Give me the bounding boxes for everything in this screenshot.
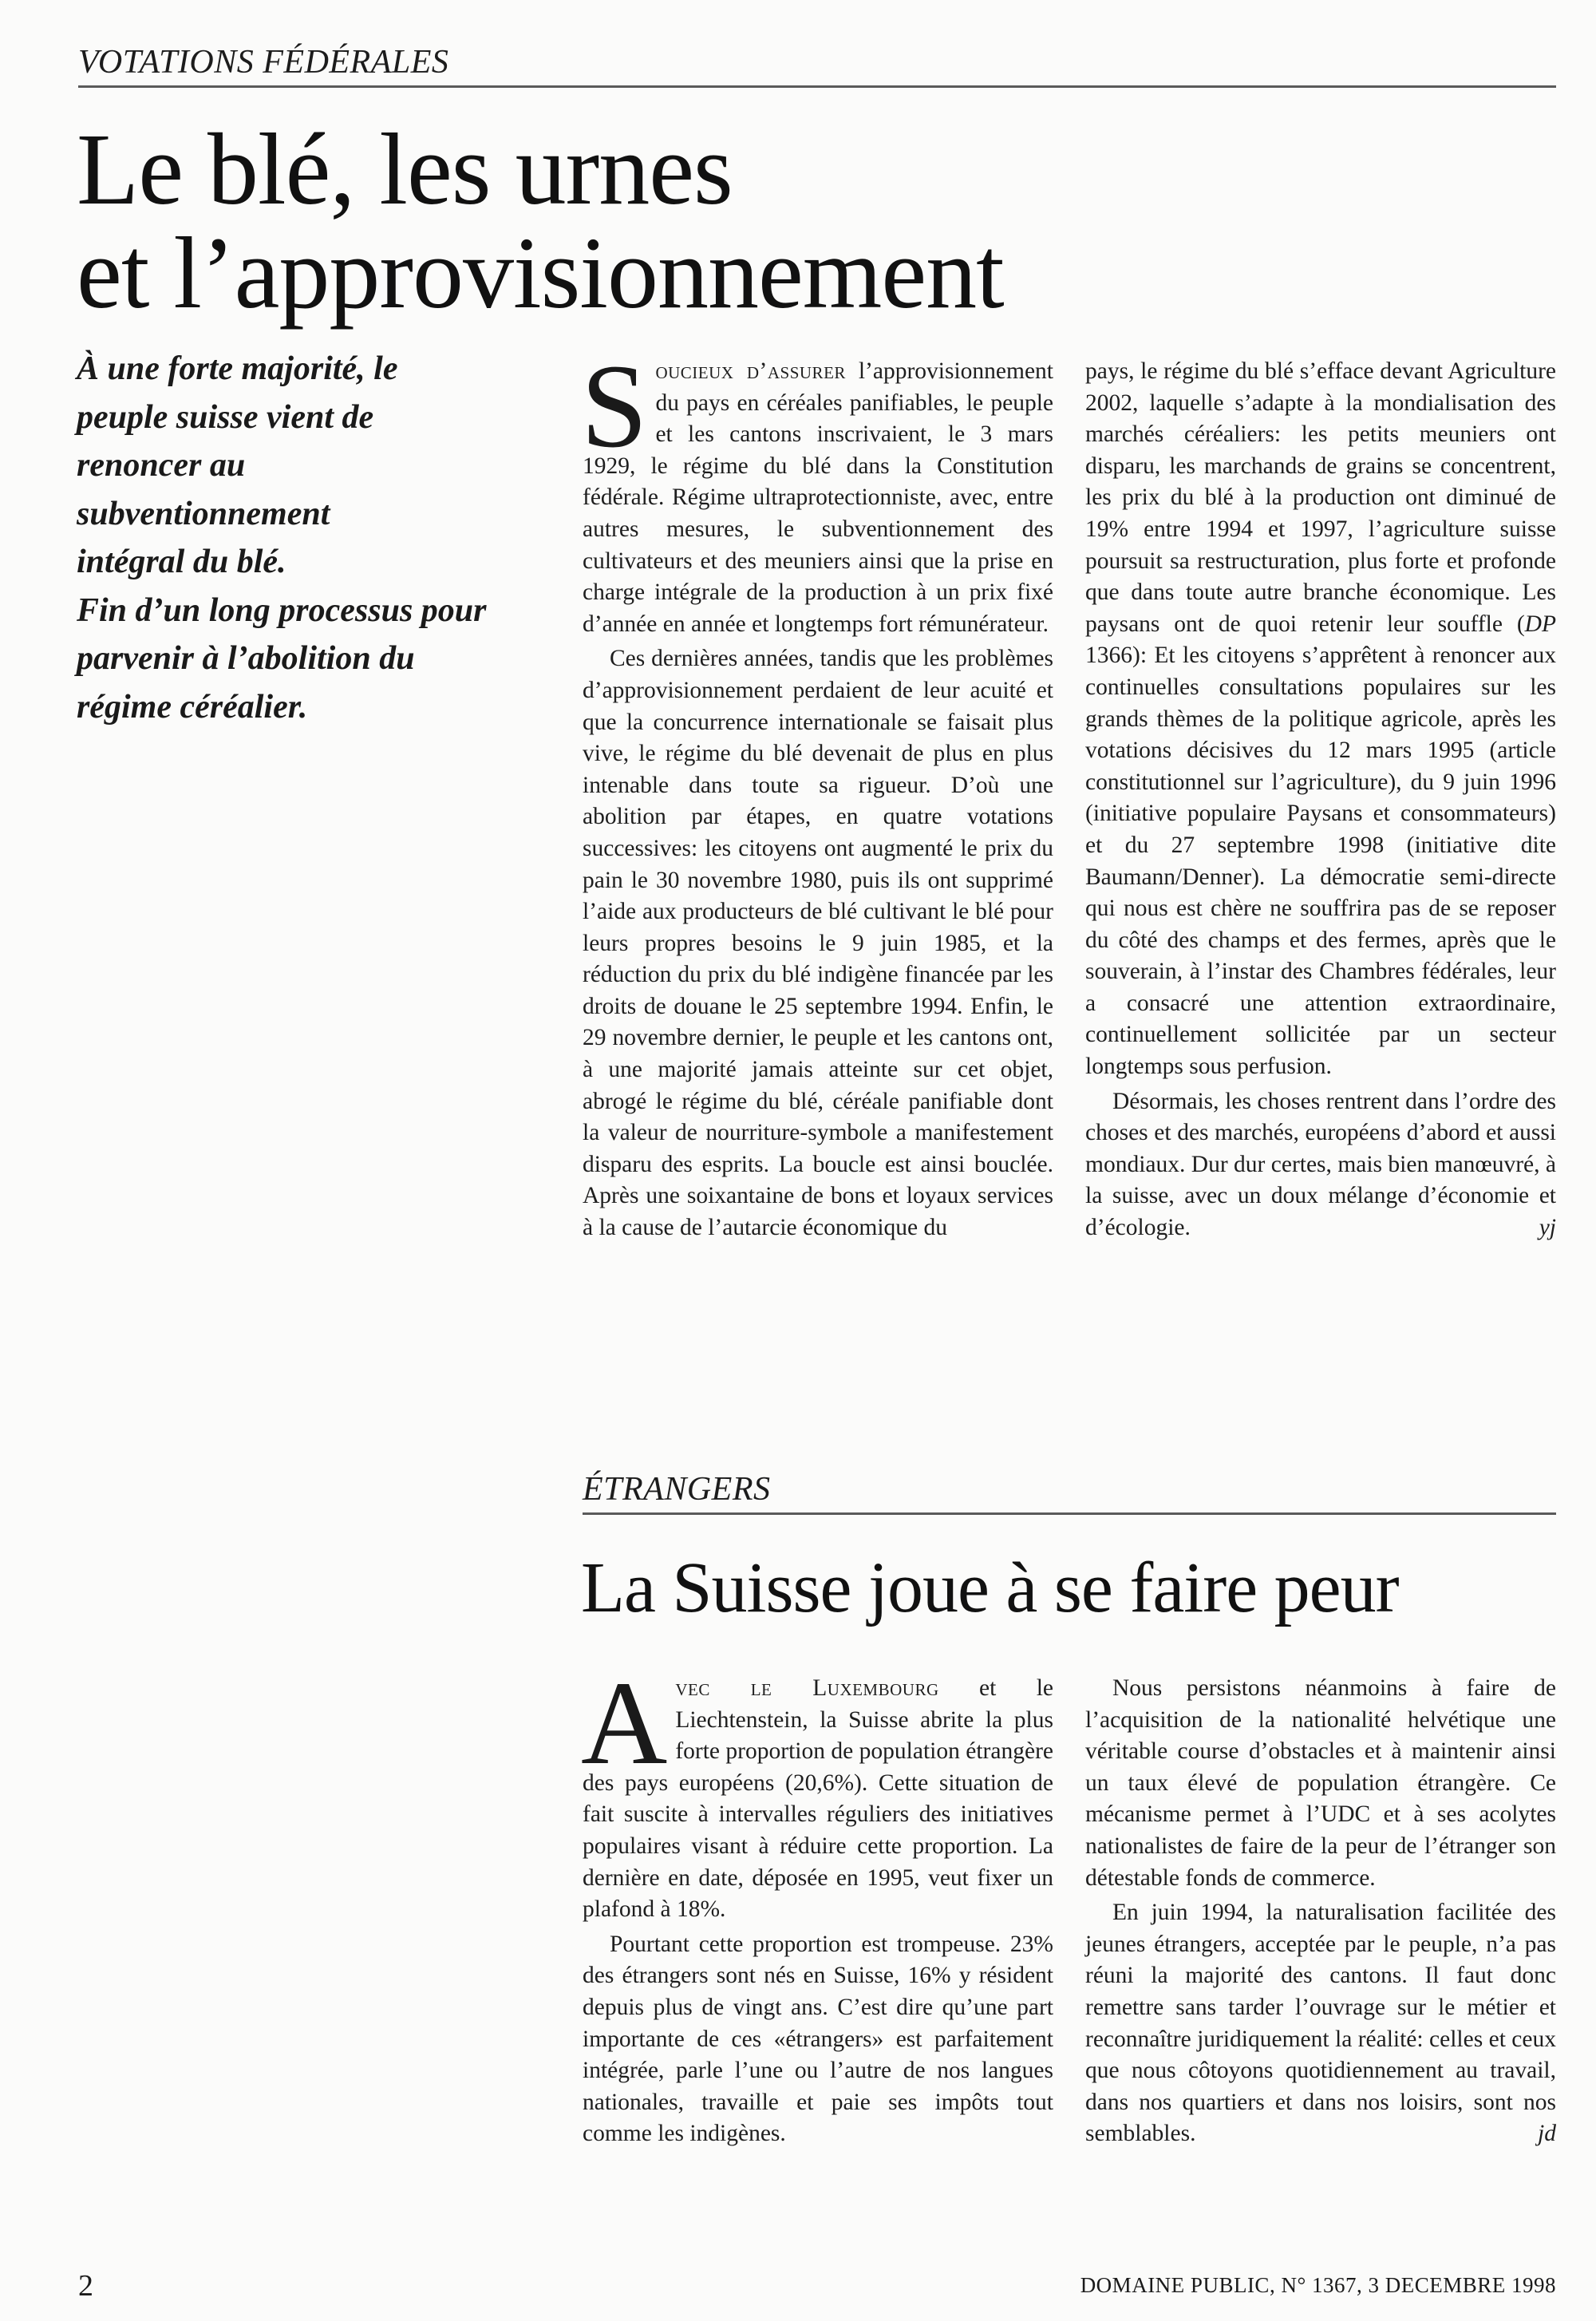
article-chapeau [77, 345, 571, 731]
article1-column-2 [1085, 356, 1556, 1244]
chapeau-line: Fin d’un long processus pour [77, 591, 487, 629]
paragraph: Pourtant cette proportion est trompeuse. 23% des étrangers sont nés en Suisse, 16% y résident depuis plus de vingt ans. C’est dire qu’une part importante de ces «étrangers» est parfaitement intégrée, parle l’une ou l’autre de nos langues nationales, travaille et paie ses impôts tout comme les indigènes. [583, 1931, 1053, 2147]
author-signature: yj [1539, 1215, 1556, 1241]
section-rule [583, 1512, 1556, 1515]
article-title: La Suisse joue à se faire peur [581, 1548, 1399, 1627]
paragraph-text: 1366): Et les citoyens s’apprêtent à renoncer aux continuelles consultations populaires sur les grands thèmes de la politique agricole, après les votations décisives du 12 mars 1995 (article constitutionnel sur l’agriculture), du 9 juin 1996 (initiative populaire Paysans et consommateurs) et du 27 septembre 1998 (initiative dite Baumann/Denner). La démocratie semi-directe qui nous est chère ne souffrira pas de se reposer du côté des champs et des fermes, après que le souverain, à l’instar des Chambres fédérales, leur a consacré une attention extraordinaire, continuellement sollicitée par un secteur longtemps sous perfusion. [1085, 643, 1556, 1080]
article1-column-1 [581, 340, 1053, 1244]
paragraph [581, 340, 1053, 640]
lead-in: vec le Luxembourg [675, 1675, 939, 1701]
lead-in: oucieux d’assurer [655, 358, 846, 384]
drop-cap: A [581, 1657, 668, 1789]
author-signature: jd [1538, 2121, 1556, 2147]
section-rule [78, 85, 1556, 88]
section-kicker: VOTATIONS FÉDÉRALES [78, 44, 449, 81]
paragraph-text: et le Liechtenstein, la Suisse abrite la plus forte proportion de population étrangère des pays européens (20,6%). Cette situation de fait suscite à intervalles réguliers des initiatives populaires visant à réduire cette proportion. La dernière en date, déposée en 1995, veut fixer un plafond à 18%. [583, 1675, 1053, 1923]
paragraph-text: pays, le régime du blé s’efface devant Agriculture 2002, laquelle s’adapte à la mondialisation des marchés céréaliers: les petits meuniers ont disparu, les marchands de grains se concentrent, les prix du blé à la production ont diminué de 19% entre 1994 et 1997, l’agriculture suisse poursuit sa restructuration, plus forte et profonde que dans toute autre branche économique. Les paysans ont de quoi retenir leur souffle ( [1085, 358, 1556, 637]
chapeau-line: parvenir à l’abolition du [77, 640, 415, 677]
paragraph [1085, 1086, 1556, 1244]
page-number: 2 [78, 2269, 93, 2303]
article-title-line-2: et l’approvisionnement [77, 216, 1004, 330]
chapeau-line: À une forte majorité, le [77, 350, 398, 387]
paragraph [1085, 1897, 1556, 2150]
article2-column-1 [581, 1657, 1053, 2150]
section-kicker: ÉTRANGERS [583, 1471, 771, 1508]
paragraph [1085, 356, 1556, 1083]
chapeau-line: régime céréalier. [77, 688, 308, 726]
reference: DP [1524, 611, 1556, 637]
article-title-line-1: Le blé, les urnes [77, 113, 733, 226]
publication-footer: DOMAINE PUBLIC, N° 1367, 3 DECEMBRE 1998 [1080, 2273, 1556, 2297]
paragraph-text: Désormais, les choses rentrent dans l’ordre des choses et des marchés, européens d’abord et aussi mondiaux. Dur dur certes, mais bien manœuvré, à la suisse, avec un doux mélange d’économie et d’écologie. [1085, 1088, 1556, 1241]
chapeau-line: peuple suisse vient de [77, 398, 374, 436]
paragraph-text: l’approvisionnement du pays en céréales panifiables, le peuple et les cantons inscrivaient, le 3 mars 1929, le régime du blé dans la Constitution fédérale. Régime ultraprotectionniste, avec, entre autres mesures, le subventionnement des cultivateurs et des meuniers ainsi que la prise en charge intégrale de la production à un prix fixé d’année en année et longtemps fort rémunérateur. [583, 358, 1053, 637]
chapeau-line: intégral du blé. [77, 544, 286, 580]
drop-cap: S [581, 340, 648, 473]
chapeau-line: renoncer au [77, 447, 246, 484]
article2-column-2 [1085, 1673, 1556, 2150]
paragraph-text: En juin 1994, la naturalisation facilitée des jeunes étrangers, acceptée par le peuple, n’a pas réuni la majorité des cantons. Il faut donc remettre sans tarder l’ouvrage sur le métier et reconnaître juridiquement la réalité: celles et ceux que nous côtoyons quotidiennement au travail, dans nos quartiers et dans nos loisirs, sont nos semblables. [1085, 1900, 1556, 2147]
chapeau-line: subventionnement [77, 495, 330, 532]
paragraph: Ces dernières années, tandis que les problèmes d’approvisionnement perdaient de leur acuité et que la concurrence internationale se faisait plus vive, le régime du blé devenait de plus en plus intenable dans toute sa rigueur. D’où une abolition par étapes, en quatre votations successives: les citoyens ont augmenté le prix du pain le 30 novembre 1980, puis ils ont supprimé l’aide aux producteurs de blé cultivant le blé pour leurs propres besoins le 9 juin 1985, et la réduction du prix du blé indigène financée par les droits de douane le 25 septembre 1994. Enfin, le 29 novembre dernier, le peuple et les cantons ont, à une majorité jamais atteinte sur cet objet, abrogé le régime du blé, céréale panifiable dont la valeur de nourriture-symbole a manifestement disparu des esprits. La boucle est ainsi bouclée. Après une soixantaine de bons et loyaux services à la cause de l’autarcie économique du [583, 646, 1053, 1241]
paragraph: Nous persistons néanmoins à faire de l’acquisition de la nationalité helvétique une véritable course d’obstacles et à maintenir ainsi un taux élevé de population étrangère. Ce mécanisme permet à l’UDC et à ses acolytes nationalistes de faire de la peur de l’étranger son détestable fonds de commerce. [1085, 1675, 1556, 1891]
paragraph [581, 1657, 1053, 1926]
